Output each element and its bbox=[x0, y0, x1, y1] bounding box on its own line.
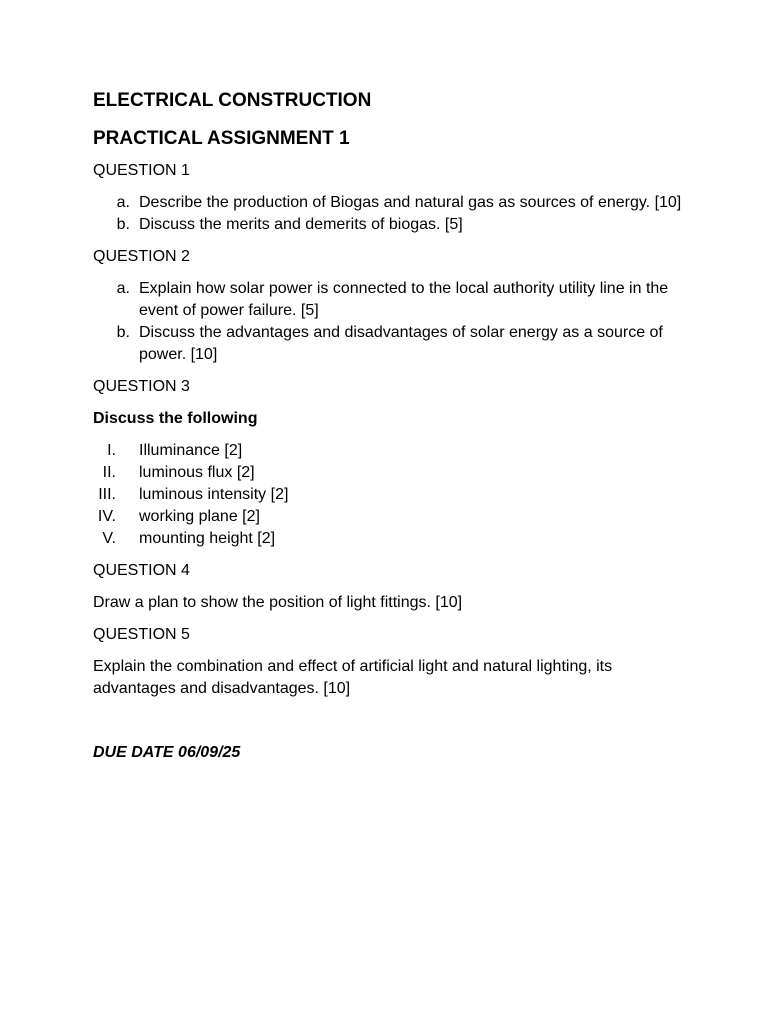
list-marker: b. bbox=[116, 324, 130, 341]
list-marker: a. bbox=[116, 280, 130, 297]
question-2a bbox=[93, 278, 683, 322]
due-date: DUE DATE 06/09/25 bbox=[93, 744, 241, 761]
question-1b-text: Discuss the merits and demerits of biogas. [5] bbox=[139, 216, 463, 233]
question-1b bbox=[93, 214, 683, 236]
question-3-item-text: luminous intensity [2] bbox=[139, 486, 289, 503]
question-3-list bbox=[93, 440, 683, 550]
question-1a bbox=[93, 192, 683, 214]
document-title: ELECTRICAL CONSTRUCTION bbox=[93, 90, 372, 111]
list-marker: a. bbox=[116, 194, 130, 211]
list-marker: II. bbox=[102, 464, 116, 481]
question-1-list bbox=[93, 192, 683, 236]
question-1a-text: Describe the production of Biogas and natural gas as sources of energy. [10] bbox=[139, 194, 682, 211]
question-4-text: Draw a plan to show the position of light fittings. [10] bbox=[93, 594, 463, 611]
question-5-heading: QUESTION 5 bbox=[93, 626, 190, 643]
question-3-heading: QUESTION 3 bbox=[93, 378, 190, 395]
question-3-item-text: mounting height [2] bbox=[139, 530, 276, 547]
question-2b-text: Discuss the advantages and disadvantages of solar energy as a source of power. [10] bbox=[139, 324, 663, 363]
question-3-item bbox=[93, 484, 683, 506]
question-3-item bbox=[93, 440, 683, 462]
question-2-list bbox=[93, 278, 683, 366]
question-3-item bbox=[93, 506, 683, 528]
question-1-heading: QUESTION 1 bbox=[93, 162, 190, 179]
list-marker: V. bbox=[102, 530, 116, 547]
question-4-heading: QUESTION 4 bbox=[93, 562, 190, 579]
question-2-heading: QUESTION 2 bbox=[93, 248, 190, 265]
list-marker: b. bbox=[116, 216, 130, 233]
question-3-instruction: Discuss the following bbox=[93, 410, 258, 427]
question-3-item-text: working plane [2] bbox=[139, 508, 260, 525]
question-5-text: Explain the combination and effect of artificial light and natural lighting, its advantages and disadvantages. [10] bbox=[93, 658, 613, 697]
question-3-item bbox=[93, 528, 683, 550]
question-3-item-text: luminous flux [2] bbox=[139, 464, 255, 481]
list-marker: I. bbox=[107, 442, 116, 459]
assignment-title: PRACTICAL ASSIGNMENT 1 bbox=[93, 128, 350, 149]
question-2a-text: Explain how solar power is connected to the local authority utility line in the event of power failure. [5] bbox=[139, 280, 669, 319]
list-marker: IV. bbox=[97, 508, 116, 525]
list-marker: III. bbox=[98, 486, 116, 503]
document-page bbox=[93, 88, 683, 764]
question-2b bbox=[93, 322, 683, 366]
question-3-item-text: Illuminance [2] bbox=[139, 442, 243, 459]
question-3-item bbox=[93, 462, 683, 484]
